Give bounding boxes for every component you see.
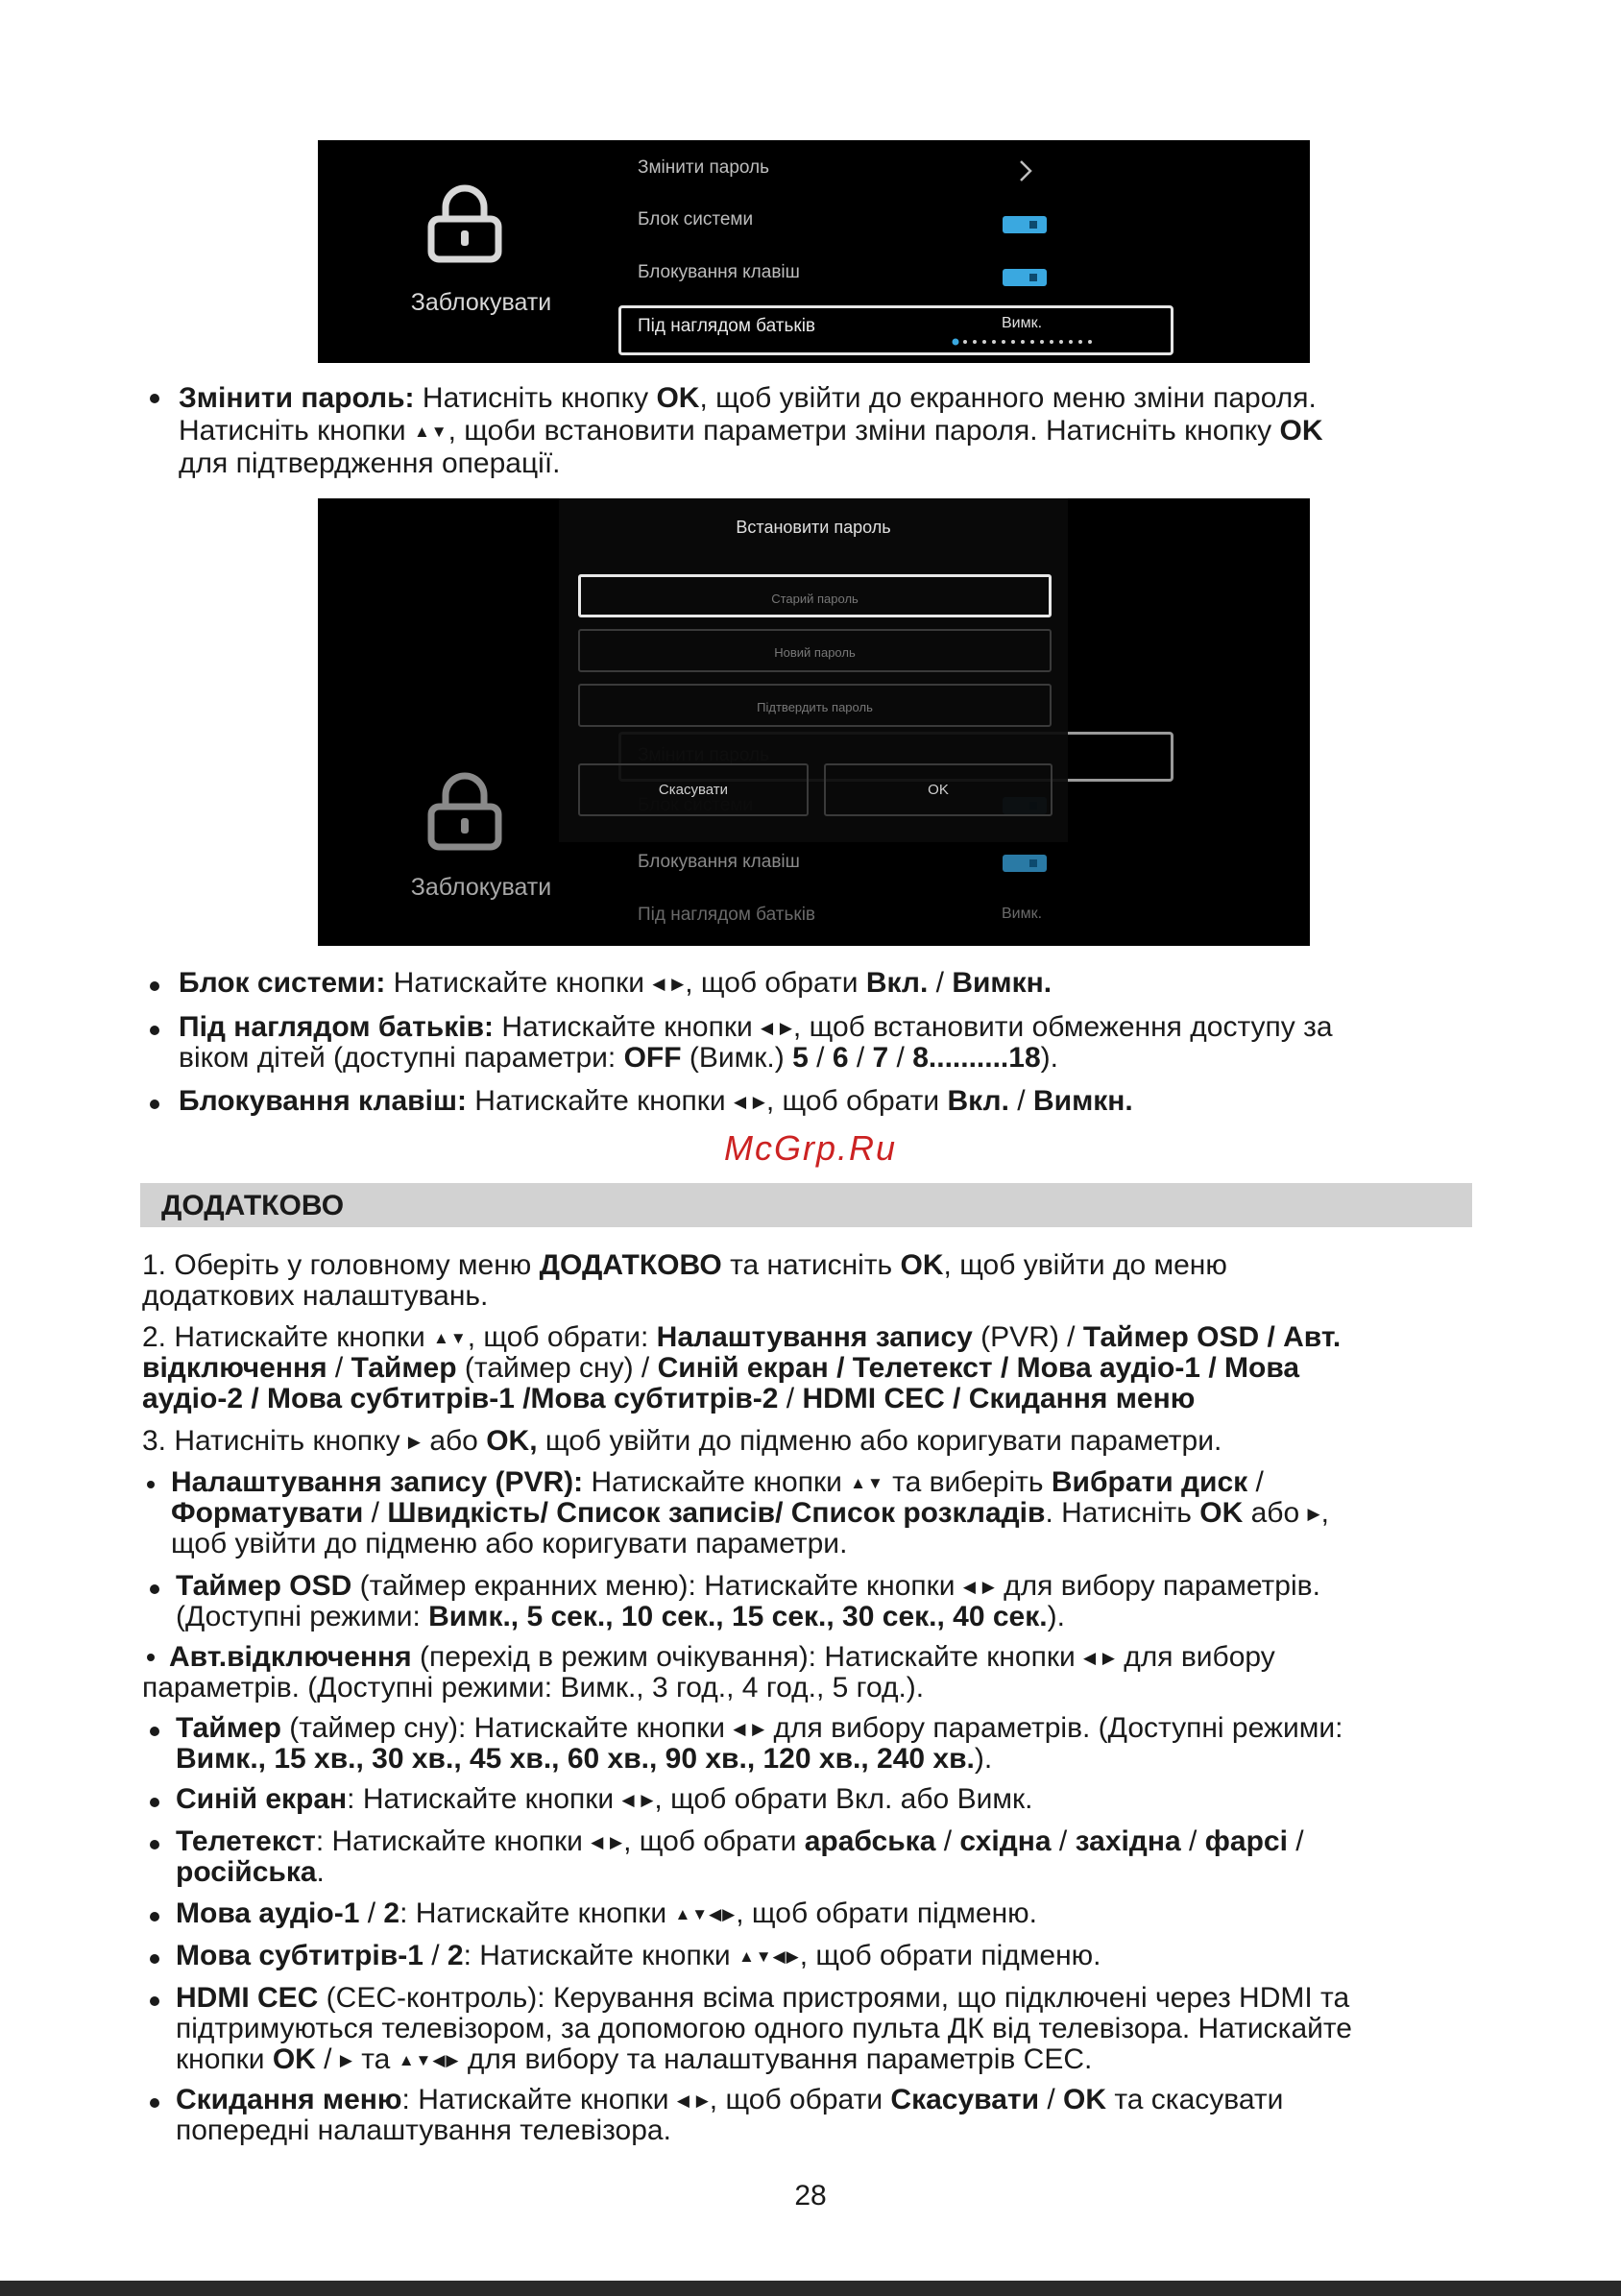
bottom-border [0,2281,1621,2296]
bullet [150,1584,159,1594]
hdmi-cec-line-1: HDMI CEC (CEC-контроль): Керування всіма пристроями, що підключені через HDMI та [176,1982,1350,2014]
change-password-line-2: Натисніть кнопки ▲▼, щоби встановити параметри зміни пароля. Натисніть кнопку OK [179,415,1323,447]
system-lock-toggle[interactable] [1003,216,1047,233]
parental-line-1: Під наглядом батьків: Натискайте кнопки ◀ ▶, щоб встановити обмеження доступу за [179,1011,1333,1043]
padlock-icon [426,772,503,851]
reset-menu-line-2: попередні налаштування телевізора. [176,2115,671,2146]
bg-key-lock-toggle [1003,855,1047,872]
hdmi-cec-line-2: підтримуються телевізором, за допомогою одного пульта ДК від телевізора. Натискайте [176,2013,1352,2044]
menu-item-system-lock[interactable]: Блок системи [638,209,754,230]
up-down-arrows-icon: ▲▼ [433,1329,468,1347]
reset-menu-line-1: Скидання меню: Натискайте кнопки ◀ ▶, щоб обрати Скасувати / OK та скасувати [176,2084,1284,2115]
menu-item-change-password[interactable]: Змінити пароль [638,157,770,178]
pvr-line-3: щоб увійти до підменю або коригувати параметри. [171,1528,848,1559]
timer-line-1: Таймер (таймер сну): Натискайте кнопки ◀ ▶ для вибору параметрів. (Доступні режими: [176,1712,1343,1744]
change-password-line-1: Змінити пароль: Натисніть кнопку OK, щоб увійти до екранного меню зміни пароля. [179,382,1317,414]
parental-slider[interactable] [952,338,1105,346]
bullet [147,1654,155,1661]
bullet [147,1481,155,1488]
lock-label: Заблокувати [410,874,552,901]
key-lock-toggle[interactable] [1003,269,1047,286]
chevron-right-icon [1019,159,1032,182]
watermark: McGrp.Ru [723,1128,898,1168]
page-number: 28 [794,2180,827,2211]
left-right-arrows-icon: ◀ ▶ [733,1720,766,1738]
system-lock-line: Блок системи: Натискайте кнопки ◀ ▶, щоб обрати Вкл. / Вимкн. [179,967,1052,999]
old-password-field[interactable]: Старий пароль [578,574,1052,617]
bullet [150,981,159,991]
set-password-dialog [559,498,1068,842]
dialog-title: Встановити пароль [736,518,891,537]
bullet [150,1100,159,1109]
bullet [150,1840,159,1849]
parental-value: Вимк. [1002,315,1043,331]
new-password-field[interactable]: Новий пароль [578,629,1052,672]
up-down-arrows-icon: ▲▼ [413,423,448,441]
step-1-line-1: 1. Оберіть у головному меню ДОДАТКОВО та натисніть OK, щоб увійти до меню [142,1249,1227,1281]
bullet [150,1912,159,1921]
bullet [150,1727,159,1736]
left-right-arrows-icon: ◀ ▶ [591,1833,624,1851]
left-right-arrows-icon: ◀ ▶ [652,975,686,993]
audio-lang-line: Мова аудіо-1 / 2: Натискайте кнопки ▲▼◀▶, щоб обрати підменю. [176,1897,1038,1929]
bullet [150,1954,159,1964]
bullet [150,394,159,403]
step-1-line-2: додаткових налаштувань. [142,1280,489,1312]
timer-line-2: Вимк., 15 хв., 30 хв., 45 хв., 60 хв., 90 хв., 120 хв., 240 хв.). [176,1743,993,1775]
osd-line-1: Таймер OSD (таймер екранних меню): Натискайте кнопки ◀ ▶ для вибору параметрів. [176,1570,1320,1602]
teletext-line-1: Телетекст: Натискайте кнопки ◀ ▶, щоб обрати арабська / східна / західна / фарсі / [176,1825,1304,1857]
left-right-arrows-icon: ◀ ▶ [761,1019,793,1037]
bullet [150,2098,159,2108]
step-2-line-3: аудіо-2 / Мова субтитрів-1 /Мова субтитрів-2 / HDMI CEC / Скидання меню [142,1383,1196,1414]
left-right-arrows-icon: ◀ ▶ [733,1093,766,1111]
subtitle-lang-line: Мова субтитрів-1 / 2: Натискайте кнопки ▲▼◀▶, щоб обрати підменю. [176,1940,1101,1971]
cancel-button[interactable]: Скасувати [578,763,809,816]
left-right-arrows-icon: ◀ ▶ [962,1578,996,1596]
ok-button[interactable]: OK [824,763,1052,816]
teletext-line-2: російська. [176,1856,325,1888]
hdmi-cec-line-3: кнопки OK / ▶ та ▲▼◀▶ для вибору та налаштування параметрів CEC. [176,2043,1093,2075]
lock-menu-screenshot [318,140,1310,363]
section-header [140,1183,1472,1227]
left-right-arrows-icon: ◀ ▶ [621,1791,655,1809]
parental-line-2: віком дітей (доступні параметри: OFF (Вимк.) 5 / 6 / 7 / 8..........18). [179,1042,1058,1074]
bullet [150,1996,159,2006]
section-title: ДОДАТКОВО [161,1190,345,1221]
step-3-line: 3. Натисніть кнопку ▶ або OK, щоб увійти до підменю або коригувати параметри. [142,1425,1222,1457]
osd-line-2: (Доступні режими: Вимк., 5 сек., 10 сек., 15 сек., 30 сек., 40 сек.). [176,1601,1065,1632]
menu-item-parental-control: Під наглядом батьків [638,316,816,336]
lock-label: Заблокувати [410,289,552,316]
set-password-screenshot [318,498,1310,946]
right-arrow-icon: ▶ [1307,1505,1321,1523]
right-arrow-icon: ▶ [339,2051,353,2069]
confirm-password-field[interactable]: Підтвердить пароль [578,684,1052,727]
blue-screen-line: Синій екран: Натискайте кнопки ◀ ▶, щоб обрати Вкл. або Вимк. [176,1783,1033,1815]
bullet [150,1026,159,1035]
four-arrows-icon: ▲▼◀▶ [674,1905,737,1923]
left-right-arrows-icon: ◀ ▶ [1083,1649,1116,1667]
menu-item-key-lock[interactable]: Блокування клавіш [638,262,800,282]
key-lock-line: Блокування клавіш: Натискайте кнопки ◀ ▶, щоб обрати Вкл. / Вимкн. [179,1085,1133,1117]
pvr-line-1: Налаштування запису (PVR): Натискайте кнопки ▲▼ та виберіть Вибрати диск / [171,1466,1264,1498]
auto-off-line-1: Авт.відключення (перехід в режим очікування): Натискайте кнопки ◀ ▶ для вибору [169,1641,1275,1673]
right-arrow-icon: ▶ [407,1433,422,1451]
up-down-arrows-icon: ▲▼ [850,1474,884,1492]
four-arrows-icon: ▲▼◀▶ [738,1947,800,1966]
change-password-line-3: для підтвердження операції. [179,447,561,479]
bg-parental-value: Вимк. [1002,906,1043,922]
step-2-line-2: відключення / Таймер (таймер сну) / Синій екран / Телетекст / Мова аудіо-1 / Мова [142,1352,1300,1384]
four-arrows-icon: ▲▼◀▶ [398,2051,460,2069]
left-right-arrows-icon: ◀ ▶ [676,2091,710,2110]
padlock-icon [426,184,503,263]
auto-off-line-2: параметрів. (Доступні режими: Вимк., 3 год., 4 год., 5 год.). [142,1672,925,1704]
step-2-line-1: 2. Натискайте кнопки ▲▼, щоб обрати: Налаштування запису (PVR) / Таймер OSD / Авт. [142,1321,1342,1353]
bullet [150,1798,159,1807]
bg-menu-item-key-lock: Блокування клавіш [638,852,800,872]
pvr-line-2: Форматувати / Швидкість/ Список записів/ Список розкладів. Натисніть OK або ▶, [171,1497,1329,1529]
bg-menu-item-parental: Під наглядом батьків [638,905,816,925]
